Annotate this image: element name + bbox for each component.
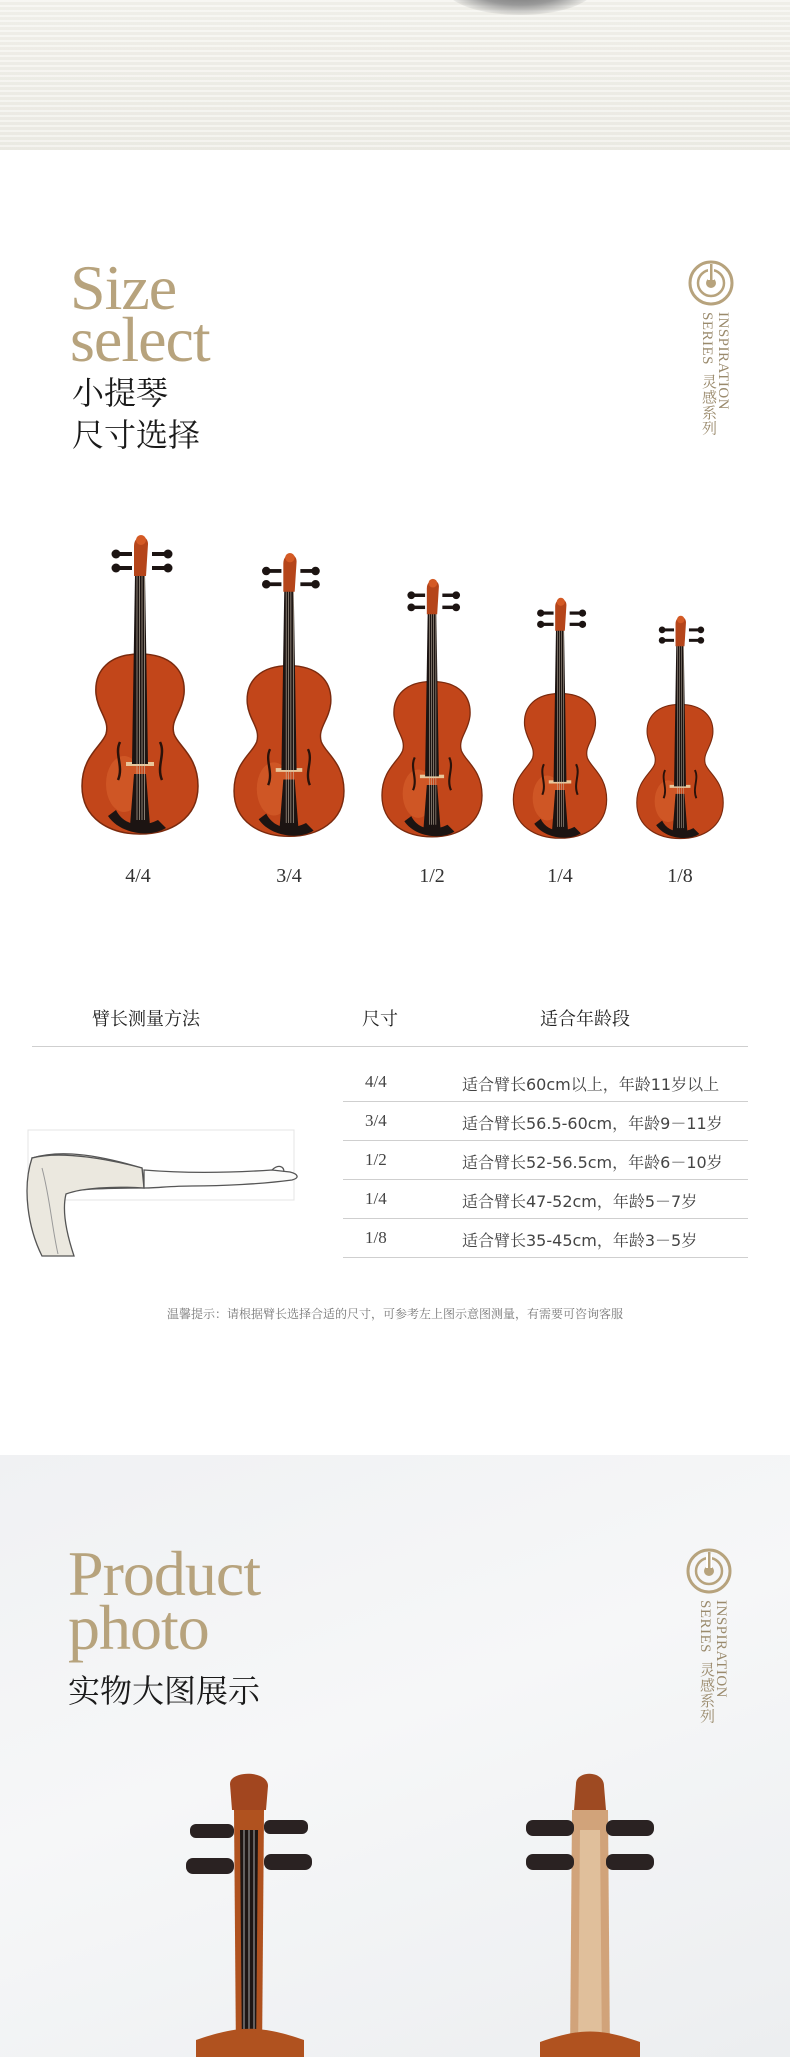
header-divider — [32, 1046, 748, 1047]
col-header-measure: 臂长测量方法 — [92, 1009, 200, 1030]
row-size: 4/4 — [365, 1072, 387, 1091]
size-title-cn-1: 小提琴 — [72, 374, 169, 412]
brand-text-2: SERIES — [697, 1600, 713, 1654]
size-label-1-8: 1/8 — [667, 865, 693, 887]
tip-text: 温馨提示：请根据臂长选择合适的尺寸，可参考左上图示意图测量，有需要可咨询客服 — [166, 1307, 623, 1321]
size-title-cn-2: 尺寸选择 — [72, 416, 201, 454]
violin-1-2 — [382, 579, 482, 837]
row-size: 3/4 — [365, 1111, 387, 1130]
brand-text-cn: 灵感系列 — [698, 1662, 714, 1724]
brand-text-2: SERIES — [699, 312, 715, 366]
brand-text-1: INSPIRATION — [715, 312, 731, 411]
row-desc: 适合臂长60cm以上，年龄11岁以上 — [462, 1075, 720, 1094]
row-size: 1/8 — [365, 1228, 387, 1247]
table-row — [343, 1219, 748, 1258]
photo-title-en-1: Product — [68, 1538, 261, 1609]
row-desc: 适合臂长52-56.5cm，年龄6－10岁 — [462, 1153, 723, 1172]
size-label-1-2: 1/2 — [419, 865, 445, 887]
brand-text-1: INSPIRATION — [713, 1600, 729, 1699]
top-banner — [0, 0, 790, 150]
violin-3-4 — [234, 553, 344, 836]
size-label-4-4: 4/4 — [125, 865, 151, 887]
violin-1-4 — [513, 598, 606, 838]
photo-title-cn: 实物大图展示 — [68, 1672, 261, 1710]
size-label-3-4: 3/4 — [276, 865, 302, 887]
size-title-en-2: select — [70, 304, 210, 375]
col-header-size: 尺寸 — [362, 1009, 398, 1030]
table-row — [343, 1102, 748, 1141]
col-header-age: 适合年龄段 — [540, 1009, 630, 1030]
brand-logo-icon — [688, 260, 734, 306]
table-row — [343, 1063, 748, 1102]
row-desc: 适合臂长35-45cm，年龄3－5岁 — [462, 1231, 698, 1250]
table-row — [343, 1180, 748, 1219]
violin-scroll-back — [520, 1770, 660, 2057]
arm-measure-illustration — [22, 1128, 352, 1268]
table-row — [343, 1141, 748, 1180]
row-size: 1/4 — [365, 1189, 387, 1208]
row-size: 1/2 — [365, 1150, 387, 1169]
row-desc: 适合臂长56.5-60cm，年龄9－11岁 — [462, 1114, 723, 1133]
photo-title-en-2: photo — [68, 1592, 209, 1663]
violin-size-lineup — [0, 520, 790, 860]
violin-4-4 — [82, 535, 198, 834]
brand-logo-icon — [686, 1548, 732, 1594]
brand-mark — [686, 1548, 732, 1724]
row-desc: 适合臂长47-52cm，年龄5－7岁 — [462, 1192, 698, 1211]
violin-scroll-front — [180, 1770, 320, 2057]
banner-texture — [0, 0, 790, 150]
violin-1-8 — [637, 616, 723, 839]
size-title-en-1: Size — [70, 252, 177, 323]
size-label-1-4: 1/4 — [547, 865, 573, 887]
brand-text-cn: 灵感系列 — [700, 374, 716, 436]
brand-mark — [688, 260, 734, 436]
